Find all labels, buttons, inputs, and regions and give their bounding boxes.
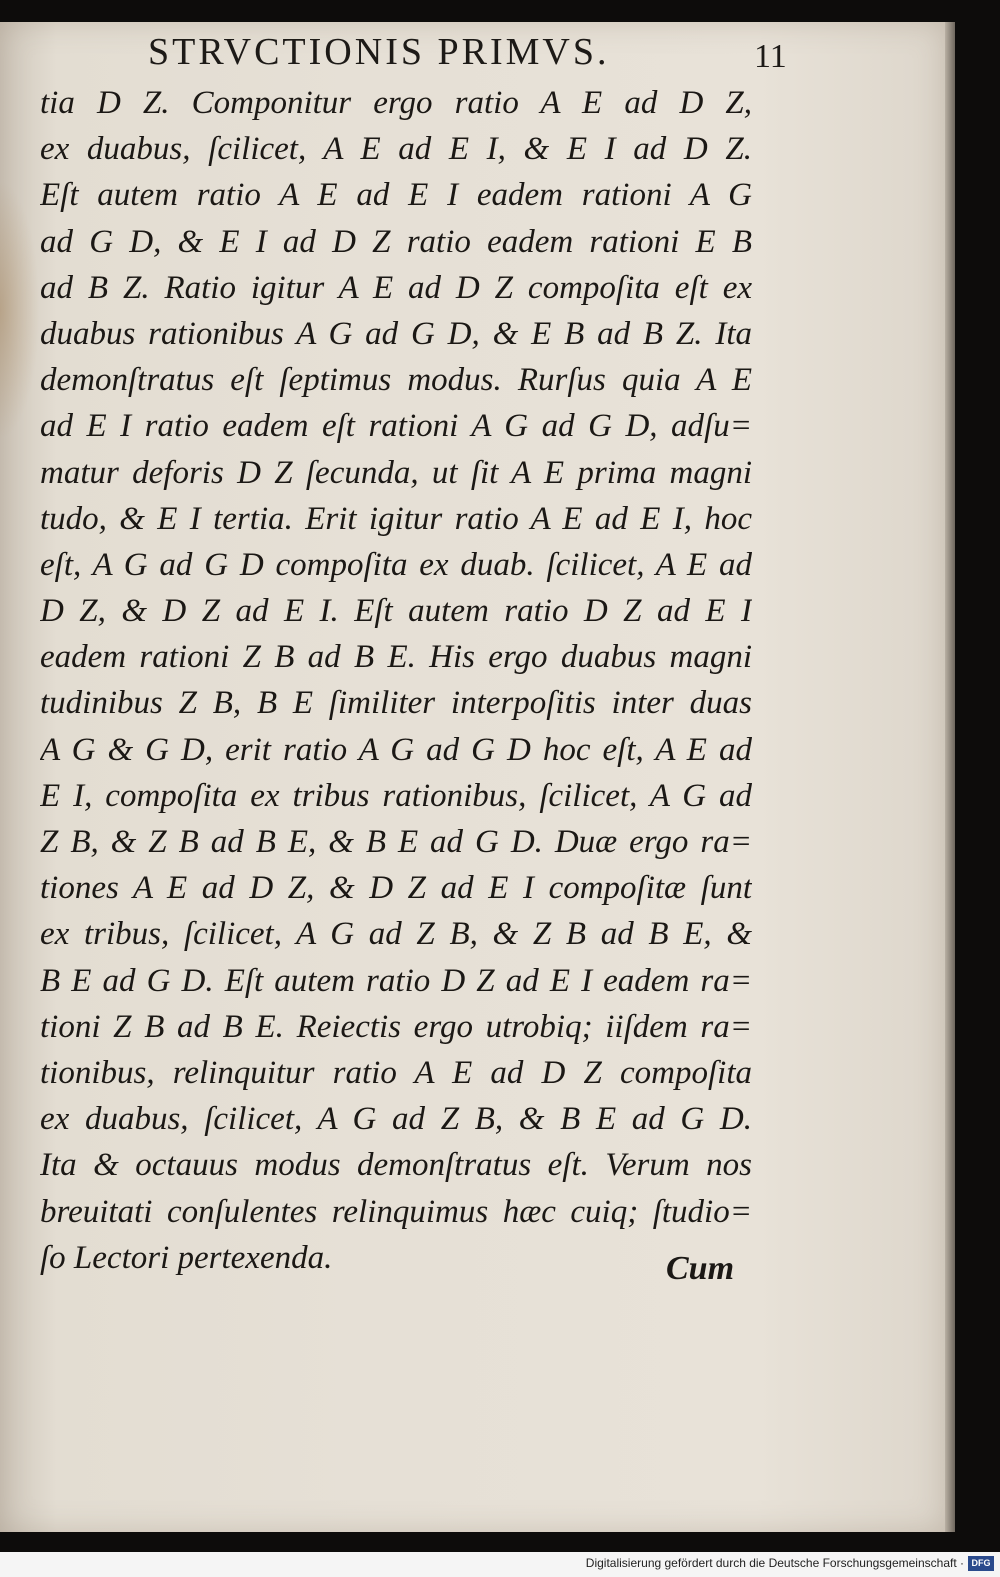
text-line: ad G D, & E I ad D Z ratio eadem rationi E B xyxy=(40,223,752,260)
running-head-title: STRVCTIONIS PRIMVS. xyxy=(148,31,610,73)
text-line: B E ad G D. Eſt autem ratio D Z ad E I eadem ra= xyxy=(40,962,752,999)
text-line: matur deforis D Z ſecunda, ut ſit A E prima magni xyxy=(40,454,752,491)
catchword: Cum xyxy=(666,1250,735,1287)
text-line: breuitati conſulentes relinquimus hæc cuiq; ſtudio= xyxy=(40,1193,752,1230)
text-line: tia D Z. Componitur ergo ratio A E ad D Z, xyxy=(40,85,752,121)
footer-credit-text: Digitalisierung gefördert durch die Deutsche Forschungsgemeinschaft · xyxy=(585,1556,964,1570)
text-line: Eſt autem ratio A E ad E I eadem rationi A G xyxy=(40,177,752,214)
body-text xyxy=(40,80,752,1281)
dfg-logo: DFG xyxy=(968,1556,994,1571)
text-line: ad E I ratio eadem eſt rationi A G ad G D, adſu= xyxy=(40,408,752,445)
paper-stain xyxy=(0,180,40,440)
text-line: demonſtratus eſt ſeptimus modus. Rurſus quia A E xyxy=(40,362,752,399)
text-line: eſt, A G ad G D compoſita ex duab. ſcilicet, A E ad xyxy=(40,546,752,583)
text-line: A G & G D, erit ratio A G ad G D hoc eſt, A E ad xyxy=(40,731,752,768)
text-line: ex duabus, ſcilicet, A E ad E I, & E I ad D Z. xyxy=(40,131,752,168)
text-line: D Z, & D Z ad E I. Eſt autem ratio D Z ad E I xyxy=(40,593,752,630)
text-line: Z B, & Z B ad B E, & B E ad G D. Duæ ergo ra= xyxy=(40,824,752,860)
text-line: tionibus, relinquitur ratio A E ad D Z compoſita xyxy=(40,1054,752,1091)
folio-number: 11 xyxy=(754,38,787,75)
text-line: ad B Z. Ratio igitur A E ad D Z compoſita eſt ex xyxy=(40,269,752,306)
digitization-footer xyxy=(0,1552,1000,1577)
text-line: E I, compoſita ex tribus rationibus, ſcilicet, A G ad xyxy=(40,777,752,814)
text-line: tioni Z B ad B E. Reiectis ergo utrobiq; iiſdem ra= xyxy=(40,1008,752,1045)
text-line: ex tribus, ſcilicet, A G ad Z B, & Z B ad B E, & xyxy=(40,916,752,953)
text-line: tudinibus Z B, B E ſimiliter interpoſitis inter duas xyxy=(40,685,752,722)
text-line: ex duabus, ſcilicet, A G ad Z B, & B E ad G D. xyxy=(40,1101,752,1138)
text-line: ſo Lectori pertexenda. xyxy=(40,1239,333,1276)
text-line: tiones A E ad D Z, & D Z ad E I compoſitæ ſunt xyxy=(40,870,752,907)
text-line: duabus rationibus A G ad G D, & E B ad B Z. Ita xyxy=(40,315,752,352)
text-line: tudo, & E I tertia. Erit igitur ratio A E ad E I, hoc xyxy=(40,500,752,537)
running-head xyxy=(148,30,848,80)
text-line: eadem rationi Z B ad B E. His ergo duabus magni xyxy=(40,639,752,676)
page-edge xyxy=(945,22,955,1532)
text-line: Ita & octauus modus demonſtratus eſt. Verum nos xyxy=(40,1147,752,1184)
